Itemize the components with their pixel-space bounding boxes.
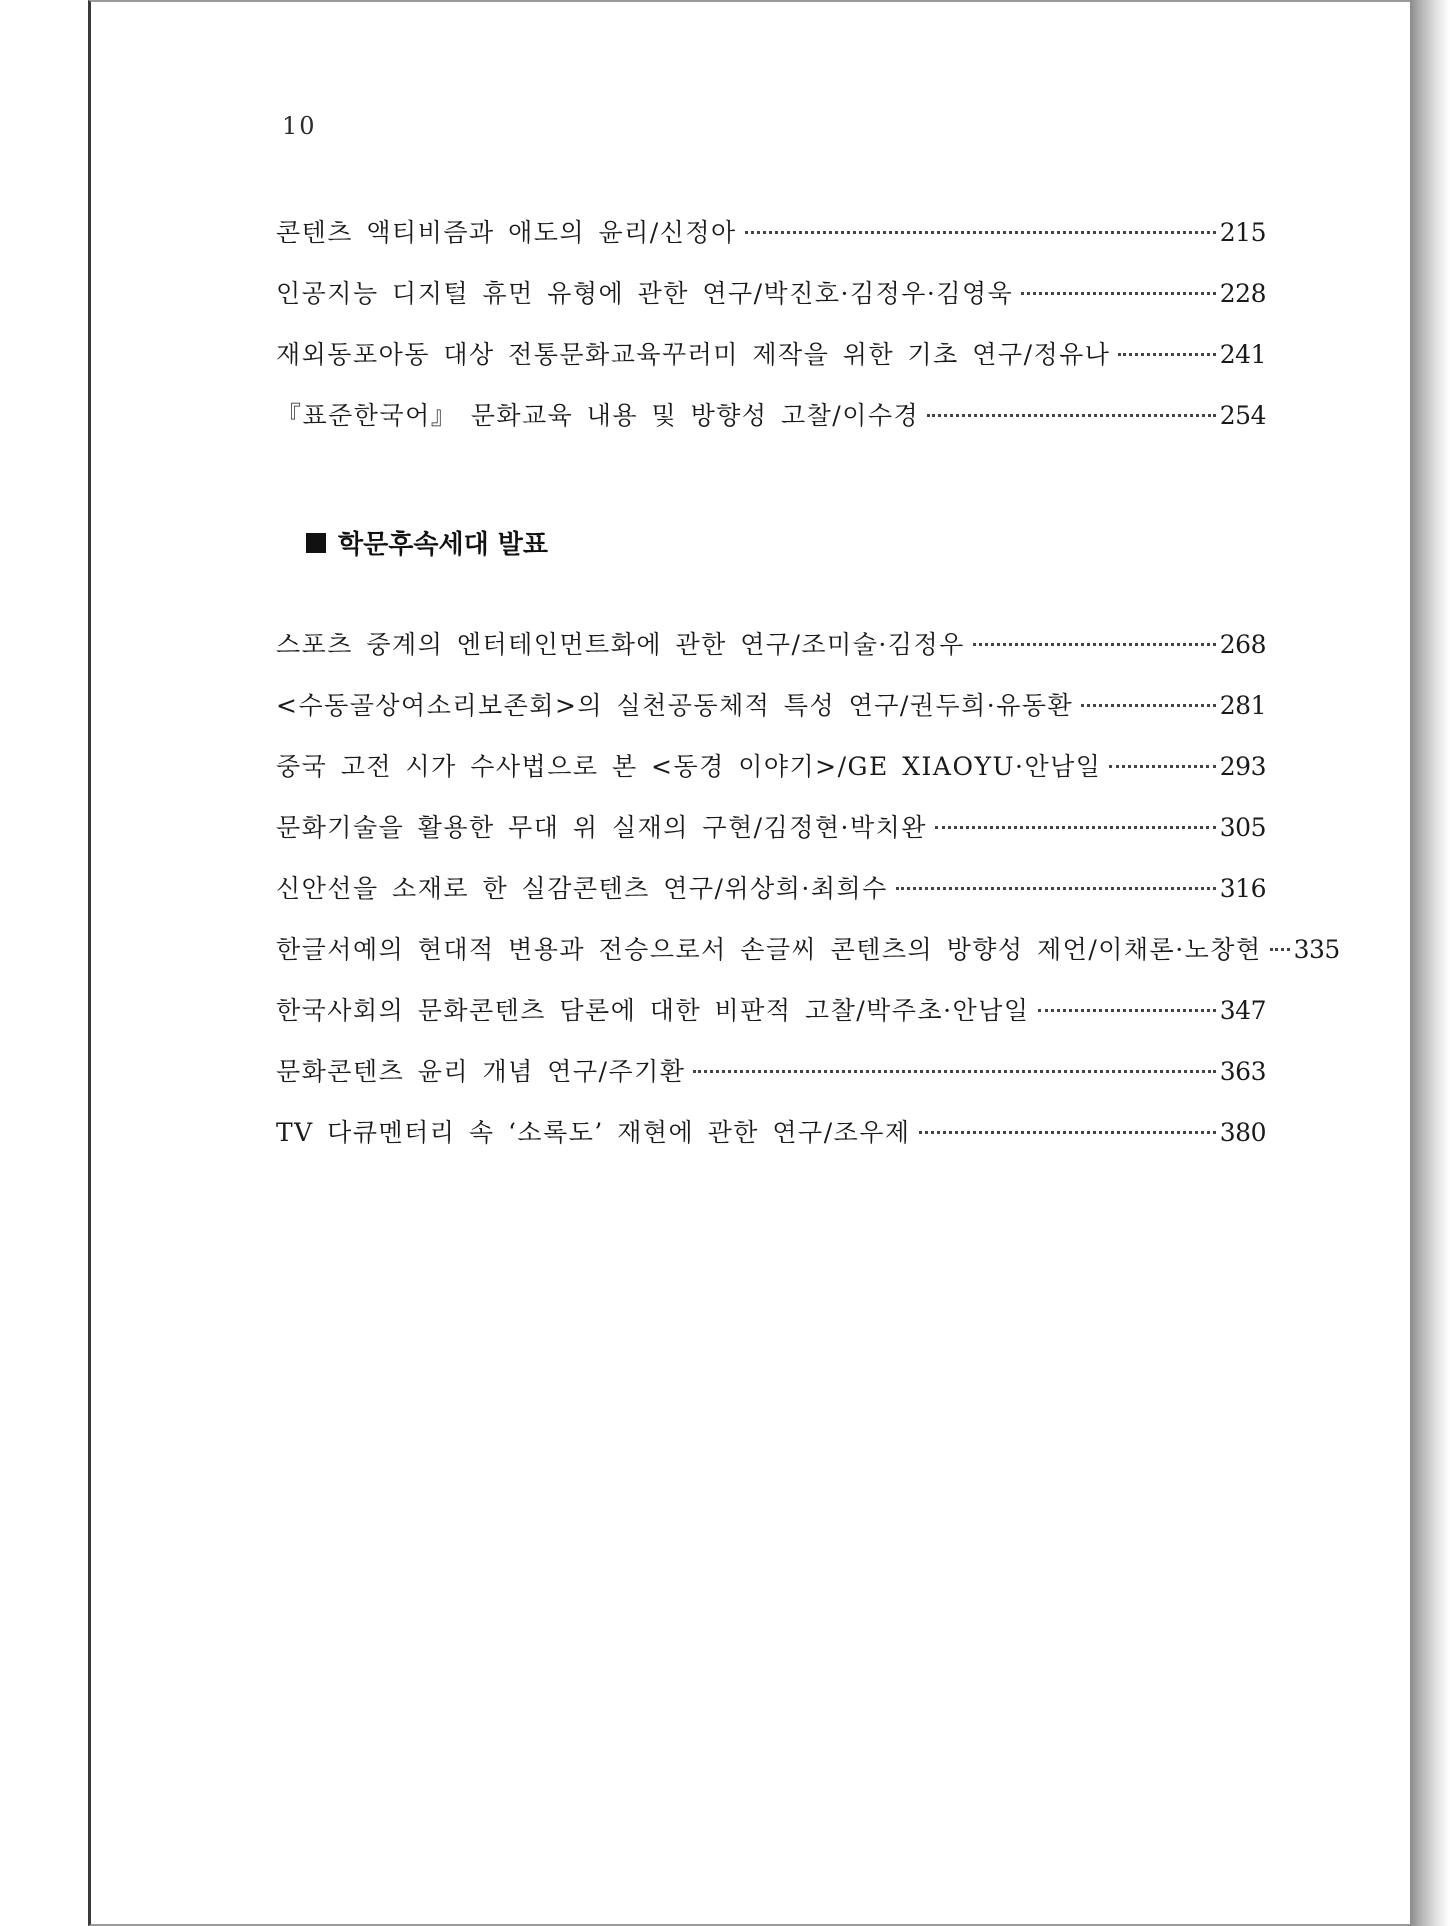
toc-entry <box>276 752 1266 813</box>
toc-entry-page: 347 <box>1219 996 1266 1025</box>
toc-entry <box>276 996 1266 1057</box>
toc-entry-page: 305 <box>1219 813 1266 842</box>
toc-entry <box>276 218 1266 279</box>
toc-entry-title: 스포츠 중계의 엔터테인먼트화에 관한 연구/조미술·김정우 <box>276 630 965 659</box>
toc-entry-page: 363 <box>1219 1057 1266 1086</box>
toc-leader-dots <box>693 1070 1215 1073</box>
toc-leader-dots <box>919 1131 1216 1134</box>
toc-entry <box>276 691 1266 752</box>
page-edge-shadow <box>1410 0 1450 1926</box>
toc-entry-title: 『표준한국어』 문화교육 내용 및 방향성 고찰/이수경 <box>276 401 920 430</box>
toc-leader-dots <box>1038 1009 1216 1012</box>
toc-entry-title: 인공지능 디지털 휴먼 유형에 관한 연구/박진호·김정우·김영욱 <box>276 279 1014 308</box>
toc-entry-title: 중국 고전 시가 수사법으로 본 <동경 이야기>/GE XIAOYU·안남일 <box>276 752 1102 781</box>
toc-entry-title: 한국사회의 문화콘텐츠 담론에 대한 비판적 고찰/박주초·안남일 <box>276 996 1030 1025</box>
toc-leader-dots <box>1081 704 1216 707</box>
toc-entry-page: 215 <box>1219 218 1266 247</box>
toc-entry-page: 268 <box>1219 630 1266 659</box>
toc-leader-dots <box>1021 292 1215 295</box>
toc-section-2 <box>276 630 1340 1179</box>
toc-entry <box>276 935 1340 996</box>
toc-entry-title: <수동골상여소리보존회>의 실천공동체적 특성 연구/권두희·유동환 <box>276 691 1074 720</box>
toc-leader-dots <box>973 643 1216 646</box>
toc-entry-title: 신안선을 소재로 한 실감콘텐츠 연구/위상희·최희수 <box>276 874 888 903</box>
toc-entry-page: 228 <box>1219 279 1266 308</box>
toc-entry <box>276 1118 1266 1179</box>
toc-entry-page: 241 <box>1219 340 1266 369</box>
toc-leader-dots <box>935 826 1216 829</box>
page-number: 10 <box>282 112 317 140</box>
toc-leader-dots <box>1109 765 1215 768</box>
toc-entry-title: 콘텐츠 액티비즘과 애도의 윤리/신정아 <box>276 218 737 247</box>
toc-entry-page: 380 <box>1219 1118 1266 1147</box>
toc-entry-title: 문화콘텐츠 윤리 개념 연구/주기환 <box>276 1057 686 1086</box>
toc-entry <box>276 340 1266 401</box>
toc-leader-dots <box>1118 353 1215 356</box>
toc-entry-page: 293 <box>1219 752 1266 781</box>
toc-entry <box>276 1057 1266 1118</box>
section-heading <box>306 524 548 561</box>
toc-leader-dots <box>896 887 1216 890</box>
toc-entry-page: 254 <box>1219 401 1266 430</box>
toc-entry-title: 한글서예의 현대적 변용과 전승으로서 손글씨 콘텐츠의 방향성 제언/이채론·노창현 <box>276 935 1262 964</box>
toc-entry <box>276 401 1266 462</box>
toc-entry <box>276 279 1266 340</box>
toc-entry-title: TV 다큐멘터리 속 ‘소록도’ 재현에 관한 연구/조우제 <box>276 1118 911 1147</box>
toc-entry <box>276 630 1266 691</box>
toc-entry-title: 문화기술을 활용한 무대 위 실재의 구현/김정현·박치완 <box>276 813 927 842</box>
toc-entry-page: 335 <box>1293 935 1340 964</box>
toc-entry <box>276 813 1266 874</box>
toc-section-1 <box>276 218 1266 462</box>
section-heading-text: 학문후속세대 발표 <box>338 530 548 560</box>
toc-entry-title: 재외동포아동 대상 전통문화교육꾸러미 제작을 위한 기초 연구/정유나 <box>276 340 1111 369</box>
toc-leader-dots <box>927 414 1216 417</box>
toc-leader-dots <box>745 231 1216 234</box>
toc-entry <box>276 874 1266 935</box>
black-square-bullet-icon <box>306 533 326 553</box>
toc-entry-page: 316 <box>1219 874 1266 903</box>
toc-entry-page: 281 <box>1219 691 1266 720</box>
toc-leader-dots <box>1270 948 1290 951</box>
